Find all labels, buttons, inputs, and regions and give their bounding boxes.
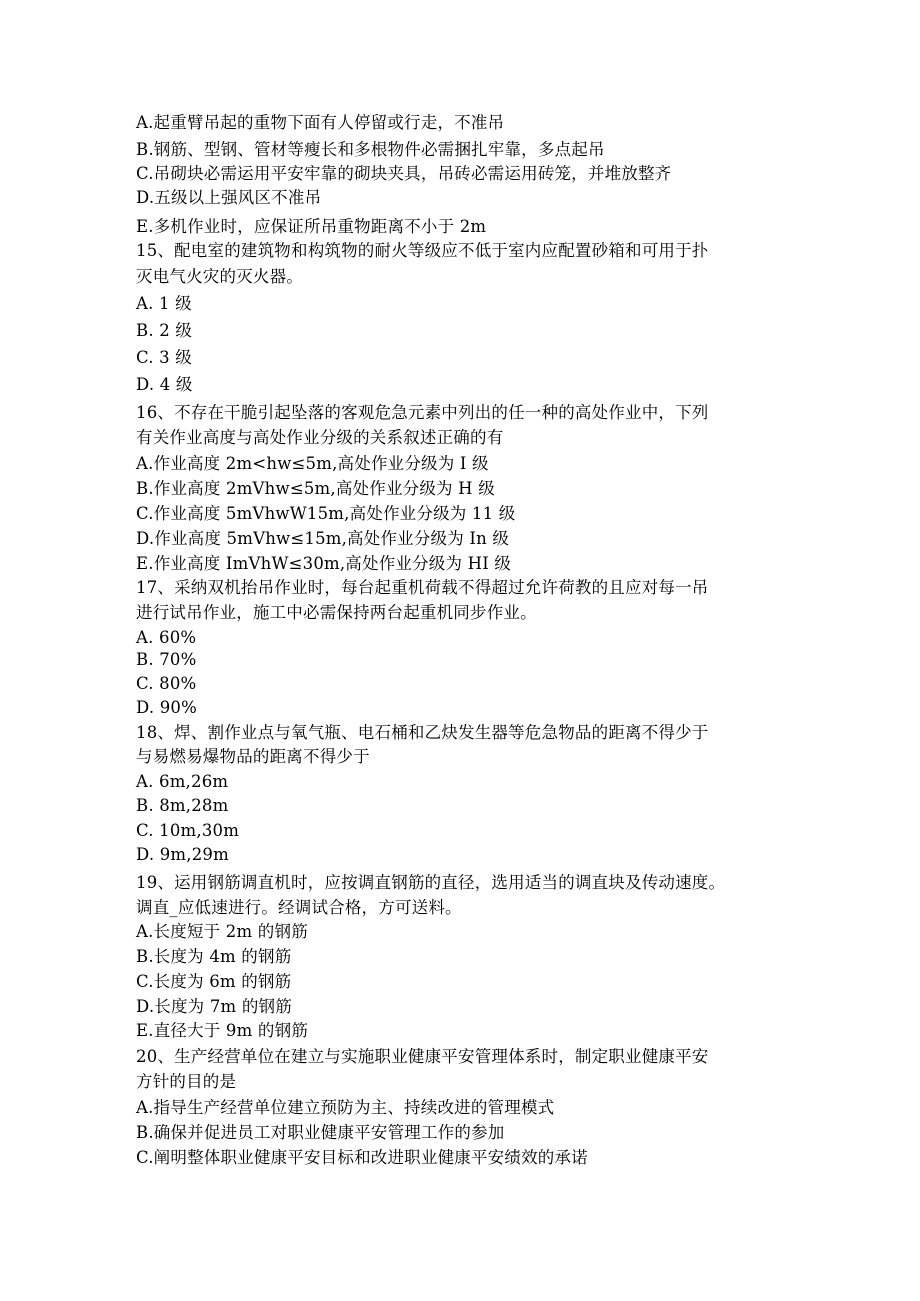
option-line: D. 90%	[136, 698, 198, 717]
option-line: E.直径大于 9m 的钢筋	[136, 1021, 309, 1040]
option-line: B. 2 级	[136, 321, 193, 340]
option-line: D. 9m,29m	[136, 845, 229, 864]
option-line: A. 6m,26m	[136, 772, 229, 791]
option-line: C. 80%	[136, 674, 197, 693]
option-line: D. 4 级	[136, 375, 193, 394]
question-16-text: 16、不存在干脆引起坠落的客观危急元素中列出的任一种的高处作业中，下列	[136, 403, 709, 422]
option-line: C.阐明整体职业健康平安目标和改进职业健康平安绩效的承诺	[136, 1148, 588, 1167]
option-line: E.多机作业时，应保证所吊重物距离不小于 2m	[136, 217, 487, 236]
question-18-text: 与易燃易爆物品的距离不得少于	[136, 747, 370, 766]
option-line: B.钢筋、型钢、管材等瘦长和多根物件必需捆扎牢靠，多点起吊	[136, 140, 605, 159]
option-line: D.长度为 7m 的钢筋	[136, 997, 292, 1016]
question-19-text: 调直_应低速进行。经调试合格，方可送料。	[136, 898, 462, 917]
option-line: C. 10m,30m	[136, 821, 240, 840]
option-line: C.作业高度 5mVhwW15m,高处作业分级为 11 级	[136, 504, 516, 523]
option-line: A. 60%	[136, 628, 197, 647]
option-line: D.作业高度 5mVhw≤15m,高处作业分级为 In 级	[136, 529, 510, 548]
option-line: A.长度短于 2m 的钢筋	[136, 922, 308, 941]
option-line: C. 3 级	[136, 348, 192, 367]
question-18-text: 18、焊、割作业点与氧气瓶、电石桶和乙炔发生器等危急物品的距离不得少于	[136, 723, 709, 742]
option-line: B.确保并促进员工对职业健康平安管理工作的参加	[136, 1123, 505, 1142]
option-line: A.作业高度 2m<hw≤5m,高处作业分级为 I 级	[136, 454, 489, 473]
question-20-text: 方针的目的是	[136, 1072, 237, 1091]
option-line: B.长度为 4m 的钢筋	[136, 947, 292, 966]
option-line: B. 8m,28m	[136, 796, 229, 815]
option-line: E.作业高度 ImVhW≤30m,高处作业分级为 HI 级	[136, 554, 512, 573]
question-17-text: 进行试吊作业，施工中必需保持两台起重机同步作业。	[136, 603, 537, 622]
option-line: A.指导生产经营单位建立预防为主、持续改进的管理模式	[136, 1098, 555, 1117]
option-line: A.起重臂吊起的重物下面有人停留或行走，不准吊	[136, 113, 505, 132]
option-line: C.吊砌块必需运用平安牢靠的砌块夹具，吊砖必需运用砖笼，并堆放整齐	[136, 164, 672, 183]
question-15-text: 15、配电室的建筑物和构筑物的耐火等级应不低于室内应配置砂箱和可用于扑	[136, 241, 709, 260]
question-15-text: 灭电气火灾的灭火器。	[136, 267, 303, 286]
option-line: B. 70%	[136, 650, 197, 669]
option-line: A. 1 级	[136, 294, 192, 313]
question-17-text: 17、采纳双机抬吊作业时，每台起重机荷载不得超过允许荷教的且应对每一吊	[136, 578, 709, 597]
option-line: D.五级以上强风区不准吊	[136, 188, 322, 207]
option-line: C.长度为 6m 的钢筋	[136, 972, 292, 991]
option-line: B.作业高度 2mVhw≤5m,高处作业分级为 H 级	[136, 479, 495, 498]
question-16-text: 有关作业高度与高处作业分级的关系叙述正确的有	[136, 428, 504, 447]
question-19-text: 19、运用钢筋调直机时，应按调直钢筋的直径，选用适当的调直块及传动速度。	[136, 873, 726, 892]
question-20-text: 20、生产经营单位在建立与实施职业健康平安管理体系时，制定职业健康平安	[136, 1047, 709, 1066]
